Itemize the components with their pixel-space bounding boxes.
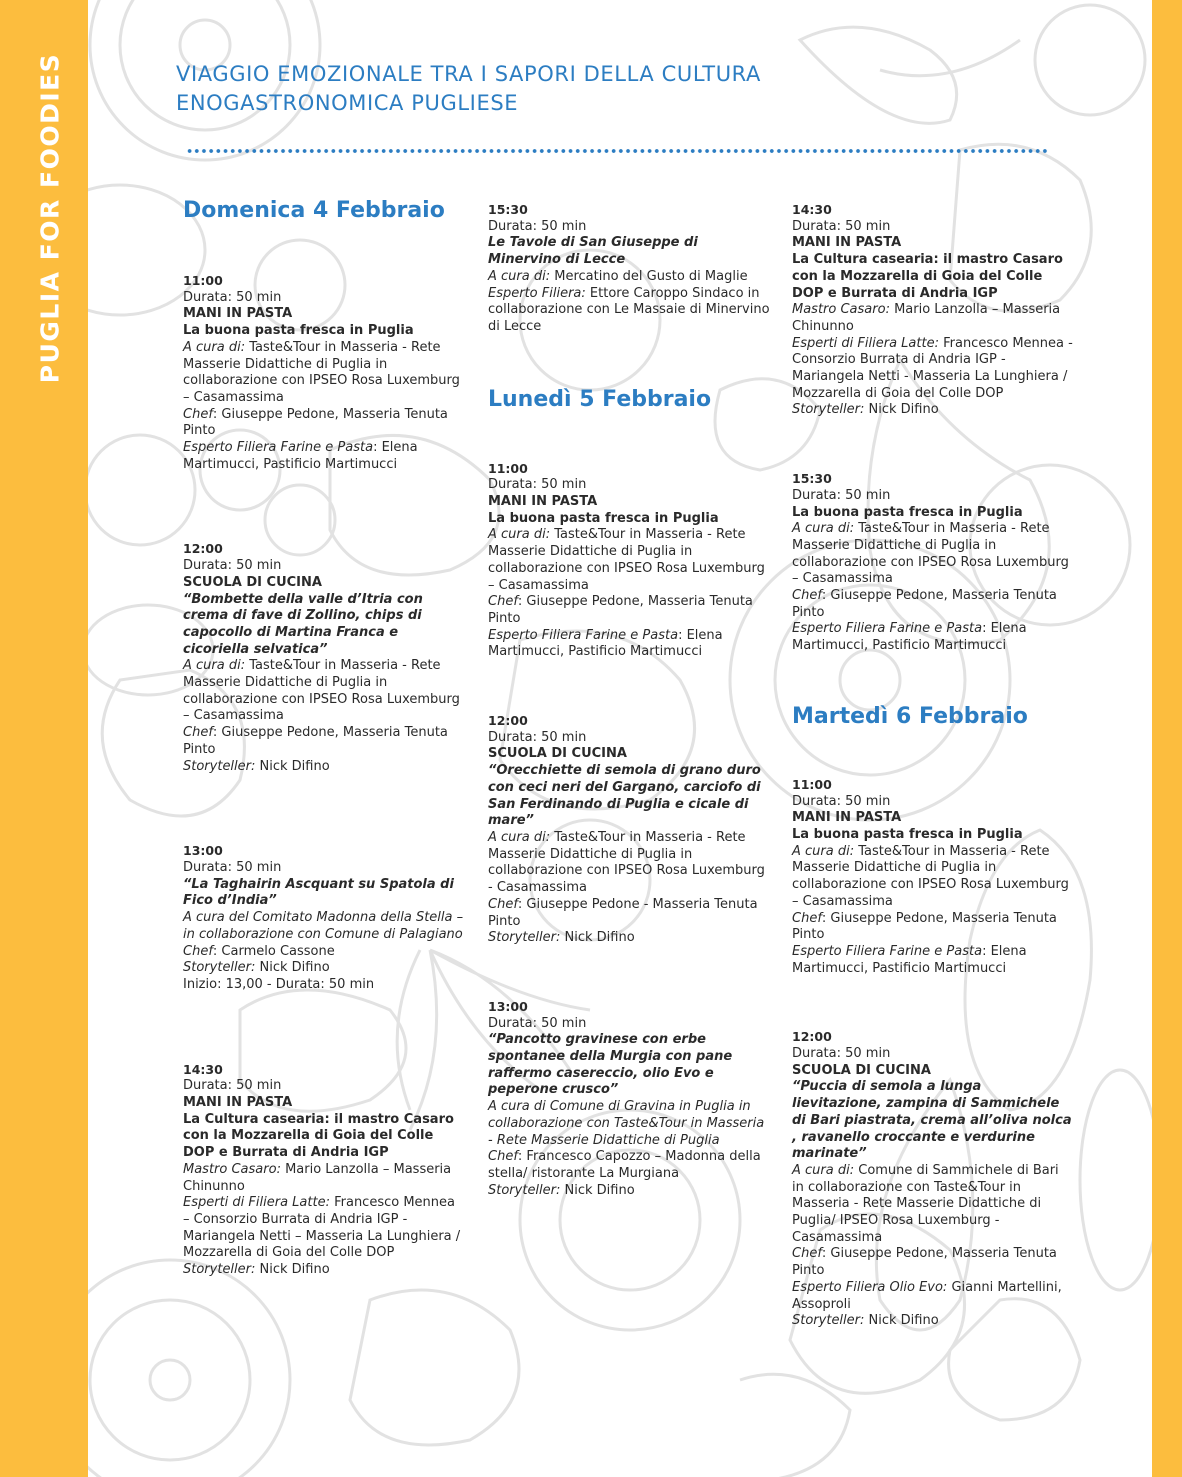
day-heading-lunedi: Lunedì 5 Febbraio (488, 386, 712, 412)
day-heading-martedi: Martedì 6 Febbraio (792, 703, 1028, 729)
event-lunedi-1200 (488, 713, 770, 947)
event-title: “La Taghairin Ascquant su Spatola di Fico d’India” (183, 876, 454, 909)
event-duration: Durata: 50 min (792, 218, 891, 234)
page-title-line1: VIAGGIO EMOZIONALE TRA I SAPORI DELLA CULTURA (176, 62, 761, 86)
dotted-divider (186, 146, 1048, 156)
event-lunedi-1100 (488, 461, 770, 661)
event-storyteller: Storyteller: Nick Difino (183, 758, 330, 774)
event-curator: A cura di: Mercatino del Gusto di Maglie (488, 268, 748, 284)
event-storyteller: Storyteller: Nick Difino (183, 960, 330, 976)
event-domenica-1300 (183, 843, 465, 993)
event-time: 15:30 (792, 471, 832, 487)
event-lunedi-1530 (792, 471, 1074, 655)
event-time: 14:30 (183, 1061, 223, 1077)
event-type: MANI IN PASTA (488, 494, 598, 510)
sidebar-label: PUGLIA FOR FOODIES (35, 52, 65, 384)
event-domenica-1430 (183, 1062, 465, 1279)
event-domenica-1100 (183, 273, 465, 473)
event-curator: A cura di: Taste&Tour in Masseria - Rete Masserie Didattiche di Puglia in collaborazione con IPSEO Rosa Luxemburg – Casamassima (792, 843, 1069, 909)
event-title: “Bombette della valle d’Itria con crema di fave di Zollino, chips di capocollo di Martina Franca e cicoriella selvatica” (183, 591, 423, 657)
event-time: 11:00 (488, 460, 528, 476)
event-title: La buona pasta fresca in Puglia (183, 323, 414, 339)
event-curator: A cura di: Taste&Tour in Masseria - Rete Masserie Didattiche di Puglia in collaborazione con IPSEO Rosa Luxemburg – Casamassima (183, 339, 460, 405)
event-time: 11:00 (183, 273, 223, 288)
event-casaro: Mastro Casaro: Mario Lanzolla – Masseria Chinunno (183, 1161, 452, 1194)
event-type: MANI IN PASTA (792, 235, 902, 251)
event-chef: Chef: Giuseppe Pedone, Masseria Tenuta Pinto (183, 725, 448, 757)
event-expert: Esperto Filiera Farine e Pasta: Elena Martimucci, Pastificio Martimucci (792, 621, 1027, 654)
event-title: Le Tavole di San Giuseppe di Minervino di Lecce (488, 235, 698, 268)
event-chef: Chef: Giuseppe Pedone, Masseria Tenuta Pinto (792, 1246, 1057, 1279)
day-heading-domenica: Domenica 4 Febbraio (183, 198, 445, 223)
event-chef: Chef: Carmelo Cassone (183, 943, 335, 959)
event-lunedi-1300 (488, 999, 770, 1199)
event-type: MANI IN PASTA (183, 1095, 293, 1111)
right-yellow-band (1152, 0, 1182, 1477)
event-duration: Durata: 50 min (183, 1078, 282, 1094)
event-experts: Esperti di Filiera Latte: Francesco Mennea - Consorzio Burrata di Andria IGP - Mariangela Netti - Masseria La Lunghiera / Mozzarella di Goia del Colle DOP (792, 335, 1073, 401)
event-type: SCUOLA DI CUCINA (792, 1062, 931, 1078)
event-curator: A cura di: Taste&Tour in Masseria - Rete Masserie Didattiche di Puglia in collaborazione con IPSEO Rosa Luxemburg – Casamassima (792, 521, 1069, 587)
event-time: 12:00 (183, 541, 223, 557)
event-chef: Chef: Francesco Capozzo – Madonna della stella/ ristorante La Murgiana (488, 1149, 761, 1181)
event-time: 13:00 (183, 843, 223, 859)
event-storyteller: Storyteller: Nick Difino (792, 1313, 939, 1329)
event-title: La buona pasta fresca in Puglia (792, 826, 1023, 842)
event-curator: A cura di: Taste&Tour in Masseria - Rete Masserie Didattiche di Puglia in collaborazione con IPSEO Rosa Luxemburg - Casamassima (488, 829, 765, 896)
event-chef: Chef: Giuseppe Pedone, Masseria Tenuta Pinto (792, 588, 1057, 620)
event-storyteller: Storyteller: Nick Difino (488, 930, 635, 946)
event-curator: A cura di: Taste&Tour in Masseria - Rete Masserie Didattiche di Puglia in collaborazione con IPSEO Rosa Luxemburg – Casamassima (488, 527, 765, 593)
event-expert: Esperto Filiera Farine e Pasta: Elena Martimucci, Pastificio Martimucci (183, 440, 418, 472)
left-yellow-band (0, 0, 88, 1477)
event-storyteller: Storyteller: Nick Difino (792, 402, 939, 418)
event-curator: A cura del Comitato Madonna della Stella – in collaborazione con Comune di Palagiano (183, 910, 464, 942)
event-casaro: Mastro Casaro: Mario Lanzolla – Masseria Chinunno (792, 302, 1061, 334)
page-title-line2: ENOGASTRONOMICA PUGLIESE (176, 91, 519, 115)
event-martedi-1100 (792, 777, 1074, 977)
event-duration: Durata: 50 min (792, 793, 891, 809)
event-type: MANI IN PASTA (183, 306, 293, 322)
event-type: MANI IN PASTA (792, 810, 902, 826)
event-curator: A cura di: Taste&Tour in Masseria - Rete Masserie Didattiche di Puglia in collaborazione con IPSEO Rosa Luxemburg – Casamassima (183, 658, 460, 724)
event-extra: Inizio: 13,00 - Durata: 50 min (183, 976, 375, 992)
event-time: 13:00 (488, 998, 528, 1014)
event-chef: Chef: Giuseppe Pedone, Masseria Tenuta Pinto (488, 594, 753, 626)
event-duration: Durata: 50 min (792, 487, 891, 503)
event-title: “Puccia di semola a lunga lievitazione, zampina di Sammichele di Bari piastrata, crema all’oliva nolca , ravanello croccante e verdurine marinate” (792, 1079, 1072, 1162)
event-storyteller: Storyteller: Nick Difino (183, 1262, 330, 1278)
event-expert: Esperto Filiera: Ettore Caroppo Sindaco in collaborazione con Le Massaie di Minervino di Lecce (488, 285, 770, 334)
event-title: La buona pasta fresca in Puglia (488, 510, 719, 526)
column-3 (792, 190, 1074, 1330)
event-storyteller: Storyteller: Nick Difino (488, 1182, 635, 1198)
column-2 (488, 190, 770, 1199)
event-curator: A cura di Comune di Gravina in Puglia in collaborazione con Taste&Tour in Masseria - Rete Masserie Didattiche di Puglia (488, 1099, 765, 1148)
event-duration: Durata: 50 min (183, 558, 282, 574)
event-duration: Durata: 50 min (792, 1046, 891, 1062)
event-title: “Orecchiette di semola di grano duro con ceci neri del Gargano, carciofo di San Ferdinando di Puglia e cicale di mare” (488, 763, 761, 829)
event-time: 14:30 (792, 202, 832, 217)
event-expert: Esperto Filiera Farine e Pasta: Elena Martimucci, Pastificio Martimucci (488, 627, 723, 660)
event-type: SCUOLA DI CUCINA (488, 746, 627, 762)
event-title: “Pancotto gravinese con erbe spontanee della Murgia con pane raffermo casereccio, olio Evo e peperone crusco” (488, 1032, 733, 1098)
event-domenica-1530 (488, 202, 770, 336)
event-duration: Durata: 50 min (488, 1015, 587, 1031)
event-domenica-1200 (183, 541, 465, 775)
event-lunedi-1430 (792, 202, 1074, 419)
event-duration: Durata: 50 min (488, 729, 587, 745)
event-title: La Cultura casearia: il mastro Casaro con la Mozzarella di Goia del Colle DOP e Burrata di Andria IGP (183, 1111, 454, 1161)
event-time: 11:00 (792, 776, 832, 792)
event-duration: Durata: 50 min (183, 289, 282, 305)
event-martedi-1200 (792, 1029, 1074, 1330)
event-time: 15:30 (488, 202, 528, 217)
event-time: 12:00 (792, 1029, 832, 1045)
event-duration: Durata: 50 min (183, 859, 282, 875)
event-expert: Esperto Filiera Farine e Pasta: Elena Martimucci, Pastificio Martimucci (792, 943, 1027, 976)
event-time: 12:00 (488, 713, 528, 729)
event-type: SCUOLA DI CUCINA (183, 574, 322, 590)
event-duration: Durata: 50 min (488, 477, 587, 493)
column-1 (183, 190, 465, 1279)
event-experts: Esperti di Filiera Latte: Francesco Mennea – Consorzio Burrata di Andria IGP -Mariangela Netti – Masseria La Lunghiera / Mozzarella di Goia del Colle DOP (183, 1195, 461, 1261)
event-title: La Cultura casearia: il mastro Casaro con la Mozzarella di Goia del Colle DOP e Burrata di Andria IGP (792, 252, 1063, 301)
event-title: La buona pasta fresca in Puglia (792, 504, 1023, 520)
event-chef: Chef: Giuseppe Pedone, Masseria Tenuta Pinto (183, 406, 448, 439)
page-title (176, 60, 936, 118)
event-curator: A cura di: Comune di Sammichele di Bari in collaborazione con Taste&Tour in Masseria - Rete Masserie Didattiche di Puglia/ IPSEO Rosa Luxemburg - Casamassima (792, 1162, 1059, 1245)
event-duration: Durata: 50 min (488, 218, 587, 234)
event-chef: Chef: Giuseppe Pedone - Masseria Tenuta Pinto (488, 896, 758, 929)
event-chef: Chef: Giuseppe Pedone, Masseria Tenuta Pinto (792, 910, 1057, 943)
event-expert: Esperto Filiera Olio Evo: Gianni Martellini, Assoproli (792, 1279, 1062, 1312)
